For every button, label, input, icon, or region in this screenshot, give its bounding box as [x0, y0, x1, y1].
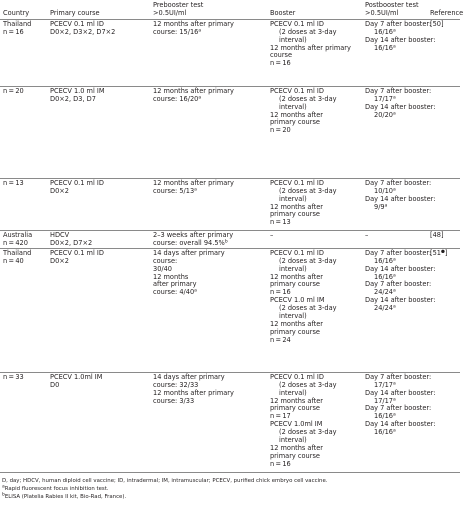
prebooster-line: course: 16/20$^a$: [153, 94, 202, 103]
cell-postbooster: [362, 86, 436, 178]
primary-line: D0×2: [50, 186, 69, 195]
postbooster-line: Day 14 after booster:: [365, 102, 436, 111]
booster-line: PCECV 0.1 ml ID: [270, 19, 324, 28]
booster-line: 12 months after: [270, 202, 324, 211]
booster-line: 12 months after: [270, 272, 324, 281]
cell-country: [0, 19, 47, 86]
postbooster-line: 9/9$^a$: [374, 202, 388, 211]
booster-line: n = 16: [270, 288, 291, 297]
cell-primary: [47, 248, 150, 372]
postbooster-line: Day 7 after booster:: [365, 404, 432, 413]
booster-line: primary course: [270, 118, 320, 127]
prebooster-line: 12 months: [153, 272, 189, 281]
country-line: n = 13: [3, 178, 24, 187]
postbooster-line: Day 7 after booster:: [365, 178, 432, 187]
booster-line: PCECV 0.1 ml ID: [270, 178, 324, 187]
prebooster-line: 12 months after primary: [153, 178, 234, 187]
header-country: Country: [0, 2, 47, 19]
footnote-a: $^a$Rapid fluorescent focus inhibition test.: [2, 484, 109, 492]
table-header-row: [0, 2, 460, 19]
postbooster-line: 20/20$^a$: [374, 110, 396, 119]
postbooster-line: 24/24$^a$: [374, 304, 396, 313]
primary-line: D0×2, D3, D7: [50, 94, 96, 103]
primary-line: PCECV 0.1 ml ID: [50, 19, 104, 28]
country-line: n = 40: [3, 256, 24, 265]
prebooster-line: 2–3 weeks after primary: [153, 230, 234, 239]
prebooster-line: 12 months after primary: [153, 388, 234, 397]
postbooster-line: –: [365, 230, 369, 239]
postbooster-line: Day 7 after booster:: [365, 86, 432, 95]
booster-line: interval): [279, 35, 307, 44]
cell-postbooster: [362, 230, 427, 248]
postbooster-line: Day 14 after booster:: [365, 296, 436, 305]
booster-line: (2 doses at 3-day: [279, 428, 337, 437]
booster-line: 12 months after: [270, 319, 324, 328]
postbooster-line: 24/24$^a$: [374, 288, 396, 297]
booster-line: n = 16: [270, 459, 291, 468]
booster-line: 12 months after: [270, 110, 324, 119]
prebooster-line: 12 months after primary: [153, 86, 234, 95]
postbooster-line: 16/16$^a$: [374, 256, 396, 265]
cell-prebooster: [150, 372, 267, 472]
table-row: [0, 372, 460, 472]
cell-prebooster: [150, 230, 267, 248]
cell-booster: [267, 19, 362, 86]
postbooster-line: 16/16$^a$: [374, 272, 396, 281]
table-row: [0, 19, 460, 86]
primary-line: D0: [50, 380, 60, 389]
postbooster-line: 16/16$^a$: [374, 412, 396, 421]
postbooster-line: 16/16$^a$: [374, 43, 396, 52]
postbooster-line: 17/17$^a$: [374, 380, 396, 389]
prebooster-line: 14 days after primary: [153, 248, 225, 257]
postbooster-line: 16/16$^a$: [374, 428, 396, 437]
cell-prebooster: [150, 248, 267, 372]
postbooster-line: Day 7 after booster:: [365, 372, 432, 381]
cell-primary: [47, 19, 150, 86]
postbooster-line: 17/17$^a$: [374, 94, 396, 103]
cell-reference: [427, 178, 460, 230]
cell-booster: [267, 86, 362, 178]
cell-booster: [267, 372, 362, 472]
booster-line: PCECV 0.1 ml ID: [270, 248, 324, 257]
booster-line: primary course: [270, 210, 320, 219]
country-line: Thailand: [3, 248, 32, 257]
booster-line: (2 doses at 3-day: [279, 94, 337, 103]
prebooster-line: 30/40: [153, 264, 173, 273]
booster-line: 12 months after primary: [270, 43, 351, 52]
cell-booster: [267, 248, 362, 372]
booster-line: n = 20: [270, 126, 291, 135]
primary-line: PCECV 0.1 ml ID: [50, 178, 104, 187]
postbooster-line: Day 14 after booster:: [365, 35, 436, 44]
booster-line: 12 months after: [270, 396, 324, 405]
table-row: [0, 86, 460, 178]
primary-line: PCECV 1.0ml IM: [50, 372, 103, 381]
country-line: Australia: [3, 230, 33, 239]
cell-postbooster: [362, 372, 436, 472]
vaccine-booster-table: [0, 1, 463, 473]
booster-line: n = 13: [270, 218, 291, 227]
table-row: [0, 178, 460, 230]
cell-primary: [47, 86, 150, 178]
primary-line: D0×2, D3×2, D7×2: [50, 27, 116, 36]
cell-postbooster: [362, 248, 436, 372]
header-booster: Booster: [267, 2, 362, 19]
postbooster-line: Day 7 after booster:: [365, 280, 432, 289]
cell-country: [0, 248, 47, 372]
cell-primary: [47, 178, 150, 230]
booster-line: –: [270, 230, 274, 239]
country-line: n = 420: [3, 238, 28, 247]
prebooster-line: course: 4/40$^a$: [153, 288, 197, 297]
primary-line: D0×2: [50, 256, 69, 265]
booster-line: (2 doses at 3-day: [279, 380, 337, 389]
postbooster-line: 10/10$^a$: [374, 186, 396, 195]
cell-prebooster: [150, 86, 267, 178]
booster-line: interval): [279, 194, 307, 203]
header-primary-course: Primary course: [47, 2, 150, 19]
cell-country: [0, 372, 47, 472]
booster-line: primary course: [270, 327, 320, 336]
country-line: n = 16: [3, 27, 24, 36]
booster-line: interval): [279, 264, 307, 273]
cell-booster: [267, 230, 362, 248]
cell-prebooster: [150, 19, 267, 86]
postbooster-line: 17/17$^a$: [374, 396, 396, 405]
primary-line: HDCV: [50, 230, 70, 239]
postbooster-line: Day 14 after booster:: [365, 194, 436, 203]
cell-reference: [51●]: [427, 248, 460, 372]
cell-country: [0, 230, 47, 248]
prebooster-line: course:: [153, 256, 178, 265]
country-line: Thailand: [3, 19, 32, 28]
table-row: [0, 248, 460, 372]
footnote-abbreviations: D, day; HDCV, human diploid cell vaccine; ID, intradermal; IM, intramuscular; PCECV, purified chick embryo cell vaccine.: [2, 478, 328, 484]
booster-line: PCECV 0.1 ml ID: [270, 372, 324, 381]
postbooster-line: Day 14 after booster:: [365, 264, 436, 273]
prebooster-line: course: 15/16$^a$: [153, 27, 202, 36]
footnote-b: $^b$ELISA (Platelia Rabies II kit, Bio-Rad, France).: [2, 492, 127, 500]
prebooster-line: course: 3/33: [153, 396, 195, 405]
cell-reference: [48]: [427, 230, 460, 248]
booster-line: interval): [279, 436, 307, 445]
header-reference: Reference: [427, 2, 460, 19]
country-line: n = 33: [3, 372, 24, 381]
prebooster-line: 12 months after primary: [153, 19, 234, 28]
table-row: [0, 230, 460, 248]
cell-country: [0, 178, 47, 230]
booster-line: course: [270, 51, 293, 60]
prebooster-line: 14 days after primary: [153, 372, 225, 381]
postbooster-line: Day 14 after booster:: [365, 388, 436, 397]
country-line: n = 20: [3, 86, 24, 95]
booster-line: (2 doses at 3-day: [279, 304, 337, 313]
postbooster-line: 16/16$^a$: [374, 27, 396, 36]
booster-line: primary course: [270, 404, 320, 413]
booster-line: (2 doses at 3-day: [279, 256, 337, 265]
booster-line: (2 doses at 3-day: [279, 27, 337, 36]
booster-line: primary course: [270, 280, 320, 289]
booster-line: primary course: [270, 451, 320, 460]
booster-line: PCECV 1.0ml IM: [270, 420, 323, 429]
prebooster-line: course: 32/33: [153, 380, 199, 389]
booster-line: PCECV 0.1 ml ID: [270, 86, 324, 95]
booster-line: interval): [279, 102, 307, 111]
cell-primary: [47, 372, 150, 472]
booster-line: n = 16: [270, 59, 291, 68]
cell-postbooster: [362, 19, 436, 86]
booster-line: n = 24: [270, 335, 291, 344]
primary-line: PCECV 1.0 ml IM: [50, 86, 105, 95]
primary-line: PCECV 0.1 ml ID: [50, 248, 104, 257]
postbooster-line: Day 14 after booster:: [365, 420, 436, 429]
cell-reference: [427, 86, 460, 178]
prebooster-line: course: 5/13$^a$: [153, 186, 197, 195]
primary-line: D0×2, D7×2: [50, 238, 93, 247]
postbooster-line: Day 7 after booster:: [365, 248, 432, 257]
booster-line: interval): [279, 312, 307, 321]
cell-prebooster: [150, 178, 267, 230]
cell-country: [0, 86, 47, 178]
header-postbooster-test: Postbooster test >0.5UI/ml: [362, 2, 427, 19]
cell-reference: [50]: [430, 19, 444, 28]
cell-booster: [267, 178, 362, 230]
prebooster-line: course: overall 94.5%$^b$: [153, 238, 228, 247]
booster-line: 12 months after: [270, 443, 324, 452]
booster-line: (2 doses at 3-day: [279, 186, 337, 195]
cell-primary: [47, 230, 150, 248]
cell-postbooster: [362, 178, 436, 230]
booster-line: interval): [279, 388, 307, 397]
booster-line: PCECV 1.0 ml IM: [270, 296, 325, 305]
prebooster-line: after primary: [153, 280, 197, 289]
header-prebooster-test: Prebooster test >0.5UI/ml: [150, 2, 267, 19]
postbooster-line: Day 7 after booster:: [365, 19, 432, 28]
booster-line: n = 17: [270, 412, 291, 421]
